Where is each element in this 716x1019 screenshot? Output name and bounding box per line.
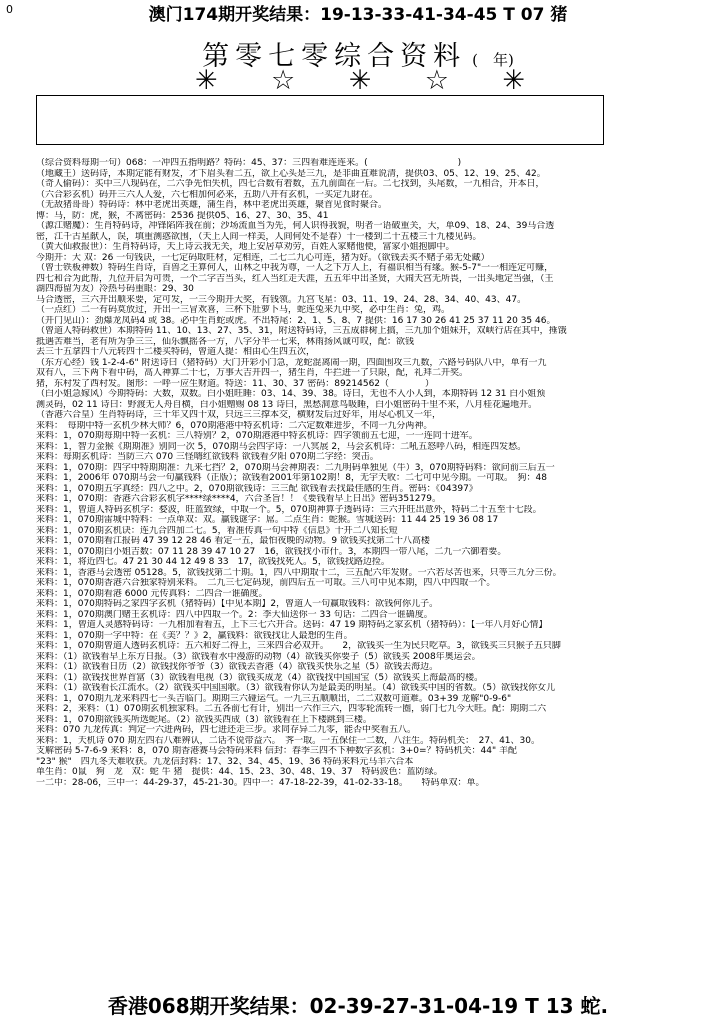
star-outline-icon: ☆ bbox=[271, 65, 296, 96]
text-line: 去三十五拿四十八元转四十二楼买特码，曾道人提：相由心生四五次， bbox=[36, 347, 316, 357]
text-line: 来料：1，070期香港六合独家特别来料。 二九三七定码现，前四后五一可取。三八可中见本期，四八中四取一个。 bbox=[36, 578, 496, 588]
text-line: 来料：1，070期每期中特一玄机：三八特别？2，070期港港中特玄机诗：四字领前五七迎，一一连同十进军。 bbox=[36, 431, 478, 441]
text-line: 测灵码，02 11 诗曰：野渡无人舟自横，白小姐赠赐 08 13 诗曰，黑愁洞意鸟吸睡，白小姐密码千里不来，八月桂花遍地开。 bbox=[36, 399, 538, 410]
text-line: 来料：（1）欲钱看长江流水。（2）欲钱买中国国歌。（3）欲钱看你认为是最美的明星。（4）欲钱买中国的省数。（5）欲钱找你女儿 bbox=[36, 683, 556, 693]
text-line: 来料：（1）欲钱看日历（2）欲钱找你爷爷（3）欲钱去香港（4）欲钱买快乐之星（5）欲钱去海边。 bbox=[36, 662, 439, 672]
text-line: 来料：1，2006年 070期马会一句赢钱料（正版）；欲钱看2001年第102期！8，无宇天收：二七可中见今期。一可取。 狗：48 bbox=[36, 473, 547, 483]
text-line: 猪，东村发了西村发。图形：一呼一应生财道。特送：11、30、37 密码：89214562（ ） bbox=[36, 378, 435, 389]
text-line: 来料：1，香港马会透密 05128。5，欲钱找第二十期。1，四八中期取十二，三五配六年发财。一六若尽苦也来，只等三九分三份。 bbox=[36, 567, 562, 578]
text-line: 来料：1，070期雷城中特料：一点单双：双。赢钱谜字：屌。二点生肖：蛇猴。雪城送码：11 44 25 19 36 08 17 bbox=[36, 515, 499, 525]
text-line: （黄大仙救报世）：生肖特码诗，天上诗云我无关，地上安居草劝劳，百姓入家赌他便，富家小姐抱脚中。 bbox=[36, 242, 455, 252]
text-line: （源江赌魔）：生肖特码诗，冲锋陷阵我在前；沙场流血当为先，何人识得我貌，明者一语破重关，大，单09、18、24、39马合透 bbox=[36, 221, 555, 231]
text-line: （开门见山）：劲爆龙凤码4 或 38。必中生肖蛇或虎。不出特尾：2、1、5、8、7 提供：16 17 30 26 41 25 37 11 20 35 46。 bbox=[36, 315, 556, 326]
text-line: （无敌猪哥哥）特码诗：林中老虎出英雄，蒲生肖，林中老虎出英雄，聚首见食时聚合。 bbox=[36, 200, 388, 210]
text-line: 单生肖：0鼠 狗 龙 双：蛇 牛 猪 提供：44、15、23、30、48、19、37 特码波色：蓝防绿。 bbox=[36, 767, 443, 777]
text-line: 来料：1，智力金猴《期期准》别同一次 5，070期马会四字诗：一八冥展 2，马会玄机诗：二吼五怒呼八码，相连四发愁。 bbox=[36, 441, 527, 452]
text-line: 今期开：大 双：26 一句钱诀，一七定码取旺材，定相连，二七二九心可连，猪为好。（欲钱去买不赌子弟无处藏） bbox=[36, 252, 490, 263]
text-line: （东方心经）钱 1-2-4-6" 附送诗曰（猪特码）大门开彩小门急，龙蛇混离闹一期，四面围攻三九数，六路号码队八中，单有一九 bbox=[36, 357, 547, 368]
text-line: 双有八，三下两下看中码，高人神算二十七，万事大吉开四一，猪生肖，牛拦进一了只限，配，礼拜二开奖。 bbox=[36, 368, 469, 378]
text-line: 来料：1，070期一字中特：在《美？？》2，赢钱料：欲钱找让人最想的生肖。 bbox=[36, 630, 353, 641]
text-line: 来料：1，070期白小姐吉数：07 11 28 39 47 10 27 16，欲钱找小市什。3，本期四一带八尾，二九一六御着要。 bbox=[36, 546, 507, 557]
text-line: 来料：1，070期九龙来料四七一头吉临门。期期三六碰运气。一九三五顺顺出，二二双数可道难。03+39 龙解"0-9-6" bbox=[36, 693, 512, 704]
text-line: 来料：（1）欲钱看早上东方日报。（3）欲钱看水中漫游的动物（4）欲钱买你要子（5）欲钱买 2008年奥运会。 bbox=[36, 651, 481, 662]
text-line: 一二中：28-06，三中一：44-29-37，45-21-30。四中一：47-18-22-39，41-02-33-18。 特码单双：单。 bbox=[36, 777, 485, 788]
text-line: 来料：1，070期看港 6000 元传真料：二四合一谁确度。 bbox=[36, 588, 268, 599]
text-line: 来料：1，070期看江报码 47 39 12 28 46 看定一五，最怕夜晚的动物。9 欲钱买找第二十八高楼 bbox=[36, 536, 430, 546]
text-line: （一点红）二一有码莫放过，开出一三冒欢喜，三杯下肚萝卜马，蛇连兔来九中奖，必中生肖：兔，鸡。 bbox=[36, 305, 451, 315]
text-line: 来料：1，将近四七。47 21 30 44 12 49 8 33 17，欲钱找死人。5，欲钱找路边捡。 bbox=[36, 557, 390, 567]
asterisk-star-icon: ✳ bbox=[502, 65, 525, 96]
text-line: 来料：1，070期五字真经：四八之中。2，070期欲钱诗：三三配 欲钱看去找最佳感的生肖。密码：《04397》 bbox=[36, 483, 478, 494]
text-line: 来料：2，来料：（1）070期玄机独家料。二五各前七有计，别出一六作三六，四零轮流转一圈，弱门七九今大旺。配：期期二六 bbox=[36, 704, 547, 714]
text-line: （综合资料每期一句）068：一冲四五指明路？特码：45、37：三四看难连连来。( ) bbox=[36, 158, 462, 168]
decorative-stars-row bbox=[195, 66, 525, 96]
text-line: 马合透密，三六开出顺来要，定可发，一三今期开大奖，有钱领。九宫飞星：03、11、19、24、28、34、40、43、47。 bbox=[36, 294, 527, 305]
text-line: （曾士铁板神数）特码生肖诗，百兽之王算何人，山林之中我为尊，一人之下万人上，有福识相当有缘。猴-5-7"一一相连定可赚， bbox=[36, 263, 554, 273]
star-outline-icon: ☆ bbox=[424, 65, 449, 96]
hongkong-draw-result-headline: 香港068期开奖结果：02-39-27-31-04-19 T 13 蛇. bbox=[107, 994, 609, 1018]
macau-draw-result-headline: 澳门174期开奖结果：19-13-33-41-34-45 T 07 猪 bbox=[148, 5, 568, 25]
text-line: 来料：1，天机诗 070 期左四右八难辨认，二话不说带益六。 荠一取。一五保住一二数，八注生。特码机关： 27、41、30。 bbox=[36, 735, 540, 746]
text-line: 支解密码 5-7-6-9 来料：8，070 期香港赛马会特码来料 信封：春季三四不下种数字玄机：3+0=？特码机关：44" 羊配 bbox=[36, 746, 517, 756]
text-line: 来料：每期玄机诗：当防三六 070 三怪嗨红欲钱料 欲钱看夕阳 070期二字经：突击。 bbox=[36, 452, 379, 462]
text-line: 抵遇苦难当，老有所为争三三，仙乐飘摇各一方，八字分半一七来，林雨扬风诚可叹，配：欲钱 bbox=[36, 336, 415, 347]
text-line: 来料：1，曾道人特码玄机字：婺波，旺蓝致绿，中取一个。5，070期神算子透码诗：三六开旺出意外，特码二十五至十七段。 bbox=[36, 504, 542, 515]
text-line: 来料：1，070期欲钱买所选蛇尾。（2）欲钱买西成（3）欲钱看在上下楼跳到三楼。 bbox=[36, 714, 372, 725]
text-line: 来料：1，070期：香港六合彩玄机字****绿****4，六合圣旨！！《要钱看早上日出》密码351279。 bbox=[36, 494, 441, 504]
text-line: 湖四海留为友）冷热号码重眼：29、30 bbox=[36, 284, 194, 294]
text-line: 来料：1，070期澳门赌王玄机诗：四八中四取一个。2：李大仙送你一 33 句话：二四合一谁确度。 bbox=[36, 609, 433, 620]
text-line: 来料：1，070期：四字中特期期准：九来七挡？2，070期马会神期表：二九明码单独见（牛）3，070期特码料：欲问前三后五一 bbox=[36, 462, 555, 473]
asterisk-star-icon: ✳ bbox=[195, 65, 218, 96]
text-line: 来料：（1）欲钱找世界首富（3）欲钱看电视（3）欲钱买成龙（4）欲钱找中国国宝（5）欲钱买上海最高的楼。 bbox=[36, 672, 484, 683]
blank-banner-box bbox=[36, 95, 604, 145]
text-line: 密，江千古星献人，误，填重测惑欲围，（天上人间一样美，人间何处不是春）十一楼到二十五楼三十九楼见码。 bbox=[36, 231, 482, 242]
text-line: "23" 猴" 四九冬天难收获。九龙信封料：17、32、34、45、19、36 特码来料元马羊六合本 bbox=[36, 756, 414, 767]
text-line: 四七和合为此帮，九位开启为可贵，一个二字吉当头，红入当红走天涯，五五年中出圣贤，大闹天宫无所畏，一出头地定当强，（王 bbox=[36, 273, 554, 284]
text-line: （白小姐急嫁风）今期特码：大数，双数。白小姐旺睡：03、14、39、38。诗曰，无也不入小人到，本期特码 12 31 白小姐预 bbox=[36, 389, 546, 399]
text-line: （地藏王）送码诗，本期定能有财发，才下眉头看二五，欲上心头是三九，是非曲直难说清，提供03、05、12、19、25、42。 bbox=[36, 168, 546, 179]
page-number: 0 bbox=[6, 3, 13, 16]
text-line: 博：马，防：虎，猴，不离密码：2536 提供05、16、27、30、35、41 bbox=[36, 210, 329, 221]
text-line: （六合彩玄机）码开三六人人爱，六七相加何必来，五助八开有玄机，一买定九財在。 bbox=[36, 189, 379, 200]
text-line: 来料：1，070期玄机诀：连九合四加二七。5，看准传真一句中特《信息》十开二八知长短 bbox=[36, 525, 398, 536]
tips-body bbox=[36, 158, 688, 788]
asterisk-star-icon: ✳ bbox=[348, 65, 372, 96]
text-line: 来料：1，070期曾道人透码玄机诗：五六和好二得上，三来四合必双开。 2，欲钱买一生为民只吃草。3，欲钱买三只猴子五只脚 bbox=[36, 641, 561, 651]
text-line: （曾道人特码救世）本期特码 11、10、13、27、35、31，附送特码诗，三五成群树上搞，三九加个姐妹开，双峡行店在其中，捶饿 bbox=[36, 326, 567, 336]
title-year: ( 年) bbox=[472, 51, 514, 69]
text-line: 来料： 每期中特一玄机少林大师？6，070期港港中特玄机诗：二六定数难进步，不同一九分两神。 bbox=[36, 420, 433, 431]
text-line: 来料：1，曾道人灵感特码诗：一九相加看看五，上下三七六开合。送码：47 19 期特码之家玄机（猪特码）：【一年八月好心情】 bbox=[36, 620, 548, 630]
text-line: （香港六合皇）生肖特码诗，三十年又四十双，只远三三撑本交，横财发后过好年，用尽心机又一年， bbox=[36, 410, 442, 420]
text-line: （奇人偷码）：买中三八现码在，二六争先怕失机，四七合数有着数，五九前面在一后。二七找到，头尾数，一九相合，开本日， bbox=[36, 179, 545, 189]
text-line: 来料：1，070期特码之家四字玄机（猪特码）【中见本期】2，曾道人一句赢取钱料：欲钱何你儿子。 bbox=[36, 599, 439, 609]
title-text: 第零七零综合资料 bbox=[202, 41, 467, 72]
text-line: 来料：070 九龙传真：判定一六进两码，四七进还走三步。求同存异二九零，能否中奖看五八。 bbox=[36, 725, 417, 735]
